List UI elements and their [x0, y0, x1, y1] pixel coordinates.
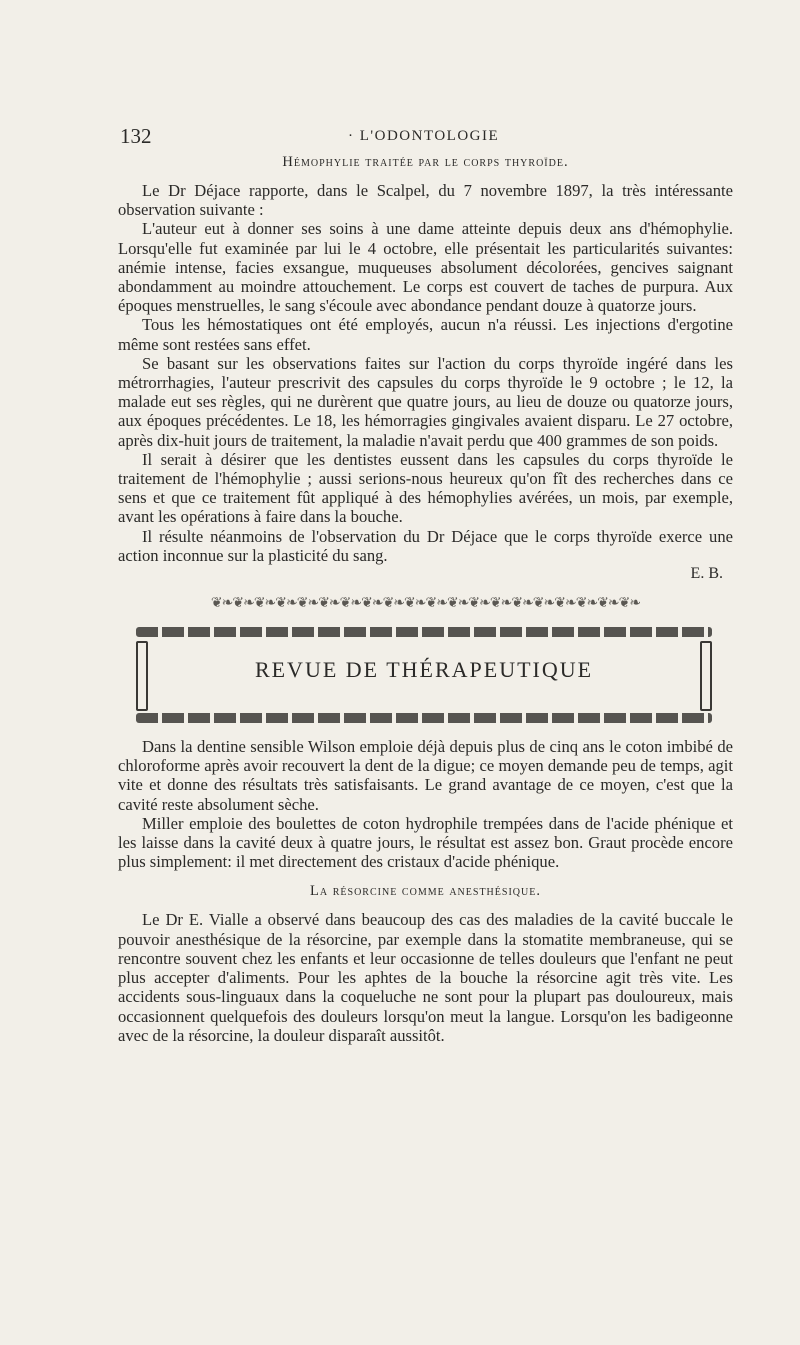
chain-border-bottom: [136, 713, 712, 723]
paragraph: Le Dr Déjace rapporte, dans le Scalpel, du 7 novembre 1897, la très intéressante observation suivante :: [118, 181, 733, 220]
paragraph: Il serait à désirer que les dentistes eussent dans les capsules du corps thyroïde le traitement de l'hémophylie ; aussi serions-nous heureux qu'on fît des recherches dans ce sens et que ce traitement fût appliqué à des hémophylies avérées, un mois, par exemple, avant les opérations à faire dans la bouche.: [118, 449, 733, 527]
section-dentine: [118, 737, 733, 871]
paragraph: L'auteur eut à donner ses soins à une dame atteinte depuis deux ans d'hémophylie. Lorsqu'elle fut examinée par lui le 4 octobre, elle présentait les particularités suivantes: anémie intense, facies exsangue, muqueuses absolument décolorées, gencives saignant abondamment au moindre attouchement. Le corps est couvert de taches de purpura. Aux époques menstruelles, le sang s'écoule avec abondance pendant douze à quatorze jours.: [118, 219, 733, 316]
signature: E. B.: [690, 565, 723, 583]
ornament-divider: ❦❧❦❧❦❧❦❧❦❧❦❧❦❧❦❧❦❧❦❧❦❧❦❧❦❧❦❧❦❧❦❧❦❧❦❧❦❧❦❧: [210, 596, 641, 612]
page-number: 132: [120, 124, 152, 148]
paragraph: Le Dr E. Vialle a observé dans beaucoup des cas des maladies de la cavité buccale le pouvoir anesthésique de la résorcine, par exemple dans la stomatite membraneuse, qui se rencontre souvent chez les enfants et leur occasionne de telles douleurs que l'enfant ne peut plus accepter d'aliments. Pour les aphtes de la bouche la résorcine agit très vite. Les accidents sous-linguaux dans la coqueluche ne sont pour la plupart pas douloureux, mais occasionnent quelquefois des douleurs lorsqu'on meut la langue. Lorsqu'on les badigeonne avec de la résorcine, la douleur disparaît aussitôt.: [118, 910, 733, 1045]
paragraph: Se basant sur les observations faites sur l'action du corps thyroïde ingéré dans les métrorrhagies, l'auteur prescrivit des capsules du corps thyroïde le 9 octobre ; le 12, la malade eut ses règles, qui ne durèrent que quatre jours, au lieu de douze ou quatorze jours, aux époques précédentes. Le 18, les hémorragies gingivales avaient disparu. Le 27 octobre, après dix-huit jours de traitement, la maladie n'avait perdu que 400 grammes de son poids.: [118, 353, 733, 450]
section-resorcine: [118, 883, 733, 1044]
revue-frame: [136, 627, 712, 723]
revue-title: REVUE DE THÉRAPEUTIQUE: [254, 657, 594, 683]
paragraph: Il résulte néanmoins de l'observation du Dr Déjace que le corps thyroïde exerce une action inconnue sur la plasticité du sang.: [118, 526, 733, 565]
section-hemophylie: [118, 154, 733, 583]
running-title: · L'ODONTOLOGIE: [348, 128, 500, 144]
page-header: [118, 118, 733, 154]
paragraph: Dans la dentine sensible Wilson emploie déjà depuis plus de cinq ans le coton imbibé de chloroforme après avoir recouvert la dent de la digue; ce moyen demande peu de temps, agit vite et donne des résultats très satisfaisants. Le grand avantage de ce moyen, c'est que la cavité reste absolument sèche.: [118, 737, 733, 814]
section-title: La résorcine comme anesthésique.: [310, 883, 541, 900]
paragraph: Tous les hémostatiques ont été employés, aucun n'a réussi. Les injections d'ergotine même sont restées sans effet.: [118, 315, 733, 354]
paragraph: Miller emploie des boulettes de coton hydrophile trempées dans de l'acide phénique et les laisse dans la cavité deux à quatre jours, le résultat est assez bon. Graut procède encore plus simplement: il met directement des cristaux d'acide phénique.: [118, 813, 733, 872]
page: [118, 118, 733, 1045]
section-title: Hémophylie traitée par le corps thyroïde.: [282, 154, 569, 170]
chain-border-top: [136, 627, 712, 637]
